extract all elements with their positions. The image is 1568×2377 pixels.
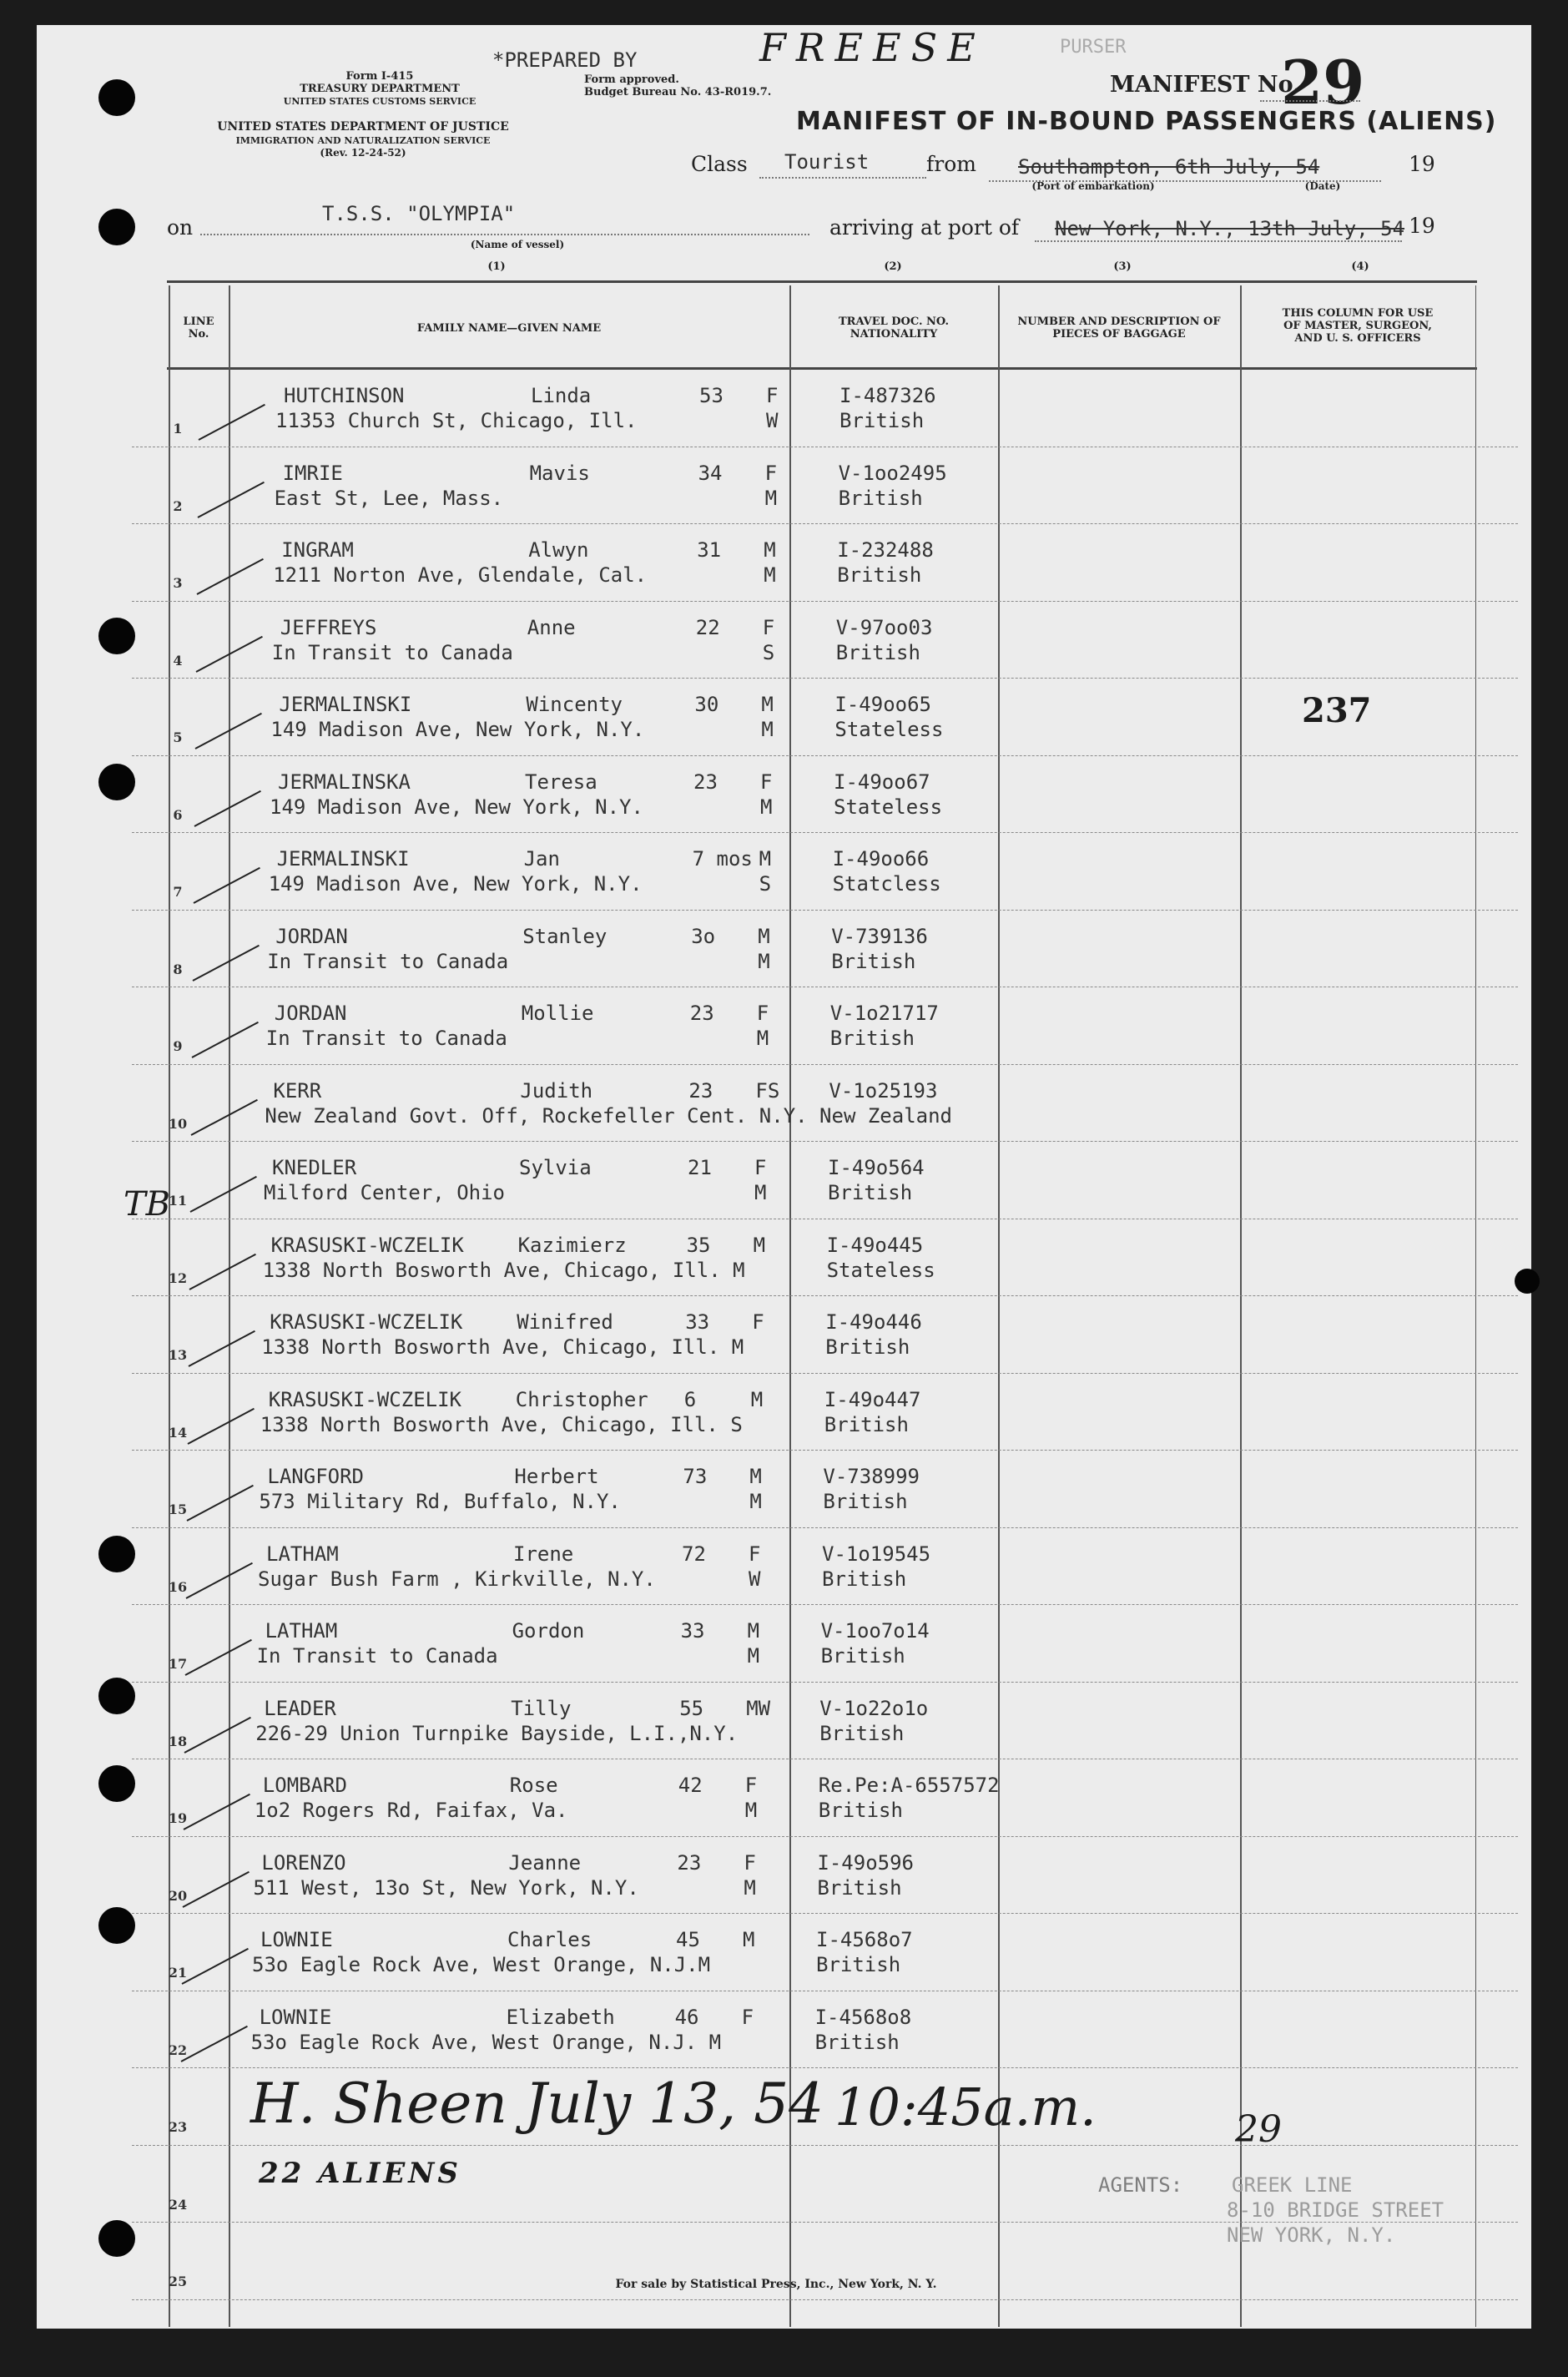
travel-doc-no: V-738999 (823, 1465, 920, 1488)
row-divider (132, 1527, 1518, 1528)
line-number: 9 (173, 1038, 183, 1054)
given-name: Linda (531, 384, 592, 407)
family-name: LATHAM (265, 1619, 338, 1643)
sex: F (752, 1310, 764, 1334)
travel-doc-no: I-49o446 (825, 1310, 922, 1334)
col-header-officers: THIS COLUMN FOR USE OF MASTER, SURGEON, AND U. S. OFFICERS (1282, 307, 1434, 345)
address: Sugar Bush Farm , Kirkville, N.Y. (258, 1567, 656, 1591)
nationality: Statcless (832, 872, 941, 896)
binder-hole (98, 79, 135, 116)
nationality: British (817, 1875, 902, 1900)
age: 23 (677, 1850, 702, 1875)
line-number: 4 (173, 652, 183, 669)
address: 1211 Norton Ave, Glendale, Cal. (273, 563, 648, 587)
given-name: Tilly (511, 1696, 572, 1720)
age: 21 (688, 1156, 712, 1179)
address: 1338 North Bosworth Ave, Chicago, Ill. M (262, 1258, 745, 1282)
manifest-no-label: MANIFEST No. (1110, 72, 1301, 98)
marital-status: M (764, 486, 778, 510)
page-mark-29: 29 (1235, 2108, 1282, 2151)
address: 11353 Church St, Chicago, Ill. (275, 409, 638, 432)
address: 149 Madison Ave, New York, N.Y. (268, 872, 643, 896)
row-divider (132, 1373, 1518, 1374)
manifest-title: MANIFEST OF IN-BOUND PASSENGERS (ALIENS) (796, 107, 1497, 136)
justice-dept: UNITED STATES DEPARTMENT OF JUSTICE (217, 120, 509, 134)
given-name: Christopher (515, 1387, 648, 1411)
marital-status: S (759, 872, 772, 896)
given-name: Anne (527, 615, 576, 639)
line-number: 8 (173, 961, 183, 977)
manifest-no-value: 29 (1281, 47, 1365, 118)
family-name: LOWNIE (259, 2005, 332, 2029)
sex: M (753, 1233, 766, 1257)
row-divider (132, 2145, 1518, 2146)
nationality: British (825, 1335, 910, 1359)
address: 1338 North Bosworth Ave, Chicago, Ill. M (261, 1335, 744, 1359)
age: 42 (678, 1774, 703, 1797)
row-divider (132, 2067, 1518, 2068)
marital-status: M (754, 1181, 767, 1204)
row-divider (132, 1295, 1518, 1296)
family-name: HUTCHINSON (284, 384, 405, 407)
budget-bureau: Budget Bureau No. 43-R019.7. (584, 86, 772, 98)
arrival-time: 10:45a.m. (834, 2077, 1097, 2137)
given-name: Irene (513, 1542, 574, 1566)
nationality: British (838, 486, 923, 510)
travel-doc-no: I-49oo65 (834, 693, 931, 716)
age: 55 (679, 1696, 704, 1720)
sex: F (756, 1002, 769, 1025)
vessel-name: T.S.S. "OLYMPIA" (322, 202, 516, 225)
family-name: LATHAM (266, 1542, 339, 1566)
nationality: British (828, 1181, 913, 1204)
sex: M (759, 847, 772, 871)
address: New Zealand Govt. Off, Rockefeller Cent. N.Y. New Zealand (265, 1103, 952, 1128)
row-divider (132, 2299, 1518, 2300)
binder-hole (98, 618, 135, 654)
travel-doc-no: V-1o25193 (829, 1078, 938, 1103)
arriving-value: New York, N.Y., 13th July, 54 (1055, 217, 1405, 240)
age: 3o (691, 924, 716, 948)
travel-doc-no: I-49o447 (824, 1387, 921, 1411)
line-number: 15 (168, 1501, 188, 1517)
year-prefix: 19 (1409, 152, 1435, 176)
age: 30 (694, 693, 719, 716)
colnum-1: (1) (487, 260, 506, 273)
nationality: Stateless (834, 718, 944, 741)
row-divider (132, 1913, 1518, 1914)
row-divider (132, 1450, 1518, 1451)
age: 35 (686, 1233, 711, 1257)
age: 7 mos (692, 847, 753, 871)
line-number: 19 (168, 1810, 188, 1826)
given-name: Charles (507, 1928, 592, 1951)
row-divider (132, 601, 1518, 602)
family-name: JERMALINSKI (276, 847, 410, 871)
age: 6 (683, 1387, 697, 1411)
travel-doc-no: I-49oo67 (834, 770, 930, 794)
given-name: Wincenty (526, 693, 623, 716)
line-number: 20 (168, 1887, 188, 1904)
binder-hole (1515, 1269, 1540, 1294)
address: 149 Madison Ave, New York, N.Y. (270, 718, 645, 741)
given-name: Sylvia (519, 1156, 592, 1179)
vessel-caption: (Name of vessel) (470, 239, 565, 250)
line-number: 18 (168, 1733, 188, 1749)
marital-status: M (758, 949, 770, 973)
sex: F (762, 615, 775, 639)
travel-doc-no: I-49o445 (826, 1233, 924, 1257)
prepared-by-name: FREESE (759, 25, 986, 70)
footer-printer: For sale by Statistical Press, Inc., New York, N. Y. (615, 2278, 937, 2291)
travel-doc-no: V-97oo03 (835, 615, 933, 639)
binder-hole (98, 209, 135, 245)
given-name: Elizabeth (506, 2005, 615, 2029)
sex: F (754, 1156, 767, 1179)
sex: MW (746, 1696, 771, 1720)
given-name: Mavis (529, 461, 590, 485)
sex: F (744, 1774, 758, 1797)
address: 53o Eagle Rock Ave, West Orange, N.J.M (252, 1953, 711, 1976)
agents-line-1: GREEK LINE (1232, 2173, 1353, 2197)
binder-hole (98, 1765, 135, 1802)
travel-doc-no: V-739136 (831, 924, 928, 948)
marital-status: M (761, 718, 774, 741)
address: 511 West, 13o St, New York, N.Y. (253, 1875, 639, 1900)
family-name: JERMALINSKA (278, 770, 411, 794)
family-name: JORDAN (275, 924, 348, 948)
manifest-page (37, 25, 1531, 2329)
given-name: Kazimierz (517, 1233, 627, 1257)
family-name: JEFFREYS (280, 615, 377, 639)
address: 1o2 Rogers Rd, Faifax, Va. (254, 1799, 568, 1822)
given-name: Jan (523, 847, 560, 871)
travel-doc-no: Re.Pe:A-6557572 (818, 1774, 1000, 1797)
travel-doc-no: I-49o596 (817, 1850, 914, 1875)
sex: F (766, 384, 779, 407)
family-name: KRASUSKI-WCZELIK (268, 1387, 461, 1411)
nationality: British (819, 1721, 905, 1745)
nationality: British (835, 640, 920, 664)
given-name: Judith (520, 1078, 593, 1103)
address: 226-29 Union Turnpike Bayside, L.I.,N.Y. (255, 1721, 739, 1745)
address: In Transit to Canada (267, 949, 509, 973)
row-divider (132, 832, 1518, 833)
address: 1338 North Bosworth Ave, Chicago, Ill. S (260, 1412, 743, 1436)
line-number: 6 (173, 806, 183, 823)
marital-status: M (756, 1027, 769, 1050)
age: 34 (698, 461, 723, 485)
age: 33 (685, 1310, 710, 1334)
travel-doc-no: I-232488 (837, 538, 934, 562)
family-name: KRASUSKI-WCZELIK (270, 1310, 463, 1334)
line-number: 12 (168, 1269, 188, 1286)
sex: F (741, 2005, 754, 2029)
line-number: 10 (168, 1115, 188, 1132)
line-number: 5 (173, 729, 183, 745)
line-number: 24 (168, 2196, 188, 2213)
address: 53o Eagle Rock Ave, West Orange, N.J. M (250, 2030, 722, 2054)
given-name: Winifred (517, 1310, 613, 1334)
date-caption: (Date) (1304, 180, 1341, 192)
line-number: 3 (173, 575, 183, 591)
marital-status: M (760, 795, 773, 819)
given-name: Mollie (521, 1002, 594, 1025)
year-prefix-2: 19 (1409, 214, 1435, 238)
row-divider (132, 1141, 1518, 1142)
col-header-name: FAMILY NAME—GIVEN NAME (416, 322, 602, 335)
travel-doc-no: I-487326 (839, 384, 936, 407)
marital-status: M (764, 563, 776, 587)
col-header-travel-doc: TRAVEL DOC. NO. NATIONALITY (838, 315, 950, 341)
marital-status: W (766, 409, 779, 432)
sex: M (743, 1928, 755, 1951)
form-number: Form I-415 (345, 70, 414, 83)
given-name: Herbert (514, 1465, 599, 1488)
class-label: Class (691, 152, 748, 176)
nationality: British (816, 1953, 901, 1976)
margin-mark: TB (124, 1185, 171, 1224)
nationality: Stateless (834, 795, 943, 819)
travel-doc-no: V-1o19545 (822, 1542, 931, 1566)
family-name: KNEDLER (272, 1156, 357, 1179)
travel-doc-no: I-49oo66 (832, 847, 930, 871)
line-number: 21 (168, 1965, 188, 1981)
nationality: British (820, 1644, 905, 1668)
given-name: Alwyn (528, 538, 589, 562)
purser-label: PURSER (1060, 37, 1127, 58)
given-name: Jeanne (508, 1850, 582, 1875)
age: 53 (699, 384, 723, 407)
family-name: LOMBARD (262, 1774, 347, 1797)
row-divider (132, 523, 1518, 524)
ins-service: IMMIGRATION AND NATURALIZATION SERVICE (235, 135, 491, 146)
binder-hole (98, 2220, 135, 2257)
nationality: British (822, 1567, 907, 1591)
row-divider (132, 2222, 1518, 2223)
age: 45 (676, 1928, 700, 1951)
nationality: British (839, 409, 925, 432)
row-divider (132, 1836, 1518, 1837)
address: In Transit to Canada (271, 640, 513, 664)
signature: H. Sheen July 13, 54 (250, 2072, 824, 2136)
sex: M (747, 1619, 760, 1643)
address: In Transit to Canada (265, 1027, 507, 1050)
line-number: 23 (168, 2119, 188, 2135)
nationality: British (831, 949, 916, 973)
given-name: Rose (509, 1774, 558, 1797)
age: 72 (682, 1542, 706, 1566)
age: 73 (683, 1465, 708, 1488)
marital-status: M (749, 1490, 762, 1513)
row-divider (132, 910, 1518, 911)
treasury-dept: TREASURY DEPARTMENT (300, 83, 460, 95)
colnum-3: (3) (1113, 260, 1132, 273)
row-divider (132, 678, 1518, 679)
prepared-by-label: *PREPARED BY (492, 48, 638, 72)
travel-doc-no: V-1oo7o14 (820, 1619, 930, 1643)
family-name: LANGFORD (267, 1465, 364, 1488)
form-revision: (Rev. 12-24-52) (320, 147, 406, 159)
travel-doc-no: V-1oo2495 (838, 461, 947, 485)
marital-status: M (747, 1644, 760, 1668)
given-name: Stanley (522, 924, 608, 948)
row-divider (132, 1604, 1518, 1605)
nationality: British (837, 563, 922, 587)
family-name: INGRAM (281, 538, 354, 562)
age: 33 (680, 1619, 705, 1643)
row-divider (132, 1682, 1518, 1683)
age: 23 (688, 1078, 713, 1103)
marital-status: W (749, 1567, 761, 1591)
sex: F (764, 461, 778, 485)
age: 31 (697, 538, 722, 562)
line-number: 25 (168, 2274, 188, 2289)
sex: F (744, 1850, 756, 1875)
travel-doc-no: I-4568o8 (814, 2005, 912, 2029)
travel-doc-no: V-1o21717 (829, 1002, 939, 1025)
family-name: IMRIE (282, 461, 343, 485)
class-value: Tourist (784, 150, 870, 174)
family-name: JERMALINSKI (279, 693, 412, 716)
address: East St, Lee, Mass. (274, 486, 504, 510)
nationality: British (823, 1490, 908, 1513)
nationality: British (829, 1027, 915, 1050)
address: Milford Center, Ohio (264, 1181, 505, 1204)
col-header-line-no: LINE No. (183, 315, 214, 341)
address: In Transit to Canada (256, 1644, 498, 1668)
nationality: Stateless (826, 1258, 935, 1282)
age: 23 (689, 1002, 714, 1025)
line-number: 14 (168, 1424, 188, 1441)
marital-status: M (744, 1875, 756, 1900)
from-value: Southampton, 6th July, 54 (1018, 155, 1320, 179)
line-number: 22 (168, 2041, 188, 2058)
sex: FS (755, 1078, 780, 1103)
sex: F (760, 770, 773, 794)
given-name: Teresa (525, 770, 597, 794)
from-label: from (926, 152, 976, 176)
row-divider (132, 1064, 1518, 1065)
age: 22 (695, 615, 720, 639)
arriving-label: arriving at port of (829, 215, 1020, 240)
agents-line-2: 8-10 BRIDGE STREET (1227, 2198, 1444, 2222)
family-name: LORENZO (261, 1850, 346, 1875)
family-name: KRASUSKI-WCZELIK (270, 1233, 464, 1257)
line-number: 13 (168, 1347, 188, 1363)
sex: M (758, 924, 770, 948)
nationality: British (814, 2030, 900, 2054)
line-number: 7 (173, 884, 183, 900)
binder-hole (98, 1678, 135, 1714)
nationality: British (824, 1412, 909, 1436)
marital-status: S (762, 640, 775, 664)
form-approved: Form approved. (584, 73, 679, 86)
col-header-baggage: NUMBER AND DESCRIPTION OF PIECES OF BAGGAGE (1017, 315, 1221, 341)
line-number: 17 (168, 1656, 188, 1672)
sex: M (764, 538, 776, 562)
line-number: 16 (168, 1578, 188, 1595)
sex: M (761, 693, 774, 716)
binder-hole (98, 764, 135, 800)
colnum-4: (4) (1351, 260, 1369, 273)
age: 23 (693, 770, 718, 794)
customs-service: UNITED STATES CUSTOMS SERVICE (283, 96, 476, 107)
binder-hole (98, 1536, 135, 1572)
port-embark-caption: (Port of embarkation) (1031, 180, 1155, 192)
address: 149 Madison Ave, New York, N.Y. (270, 795, 643, 819)
sex: M (750, 1387, 764, 1411)
officer-mark: 237 (1302, 691, 1372, 730)
line-number: 1 (173, 421, 183, 437)
family-name: JORDAN (274, 1002, 347, 1025)
travel-doc-no: I-4568o7 (816, 1928, 913, 1951)
family-name: LOWNIE (260, 1928, 333, 1951)
binder-hole (98, 1907, 135, 1944)
colnum-2: (2) (884, 260, 902, 273)
aliens-count: 22 ALIENS (259, 2157, 461, 2190)
marital-status: M (744, 1799, 758, 1822)
on-label: on (167, 215, 194, 240)
travel-doc-no: I-49o564 (828, 1156, 925, 1179)
sex: F (749, 1542, 761, 1566)
family-name: KERR (273, 1078, 322, 1103)
travel-doc-no: V-1o22o1o (819, 1696, 929, 1720)
line-number: 11 (168, 1193, 188, 1209)
line-number: 2 (173, 497, 183, 514)
sex: M (749, 1465, 762, 1488)
row-divider (132, 755, 1518, 756)
family-name: LEADER (264, 1696, 336, 1720)
agents-line-3: NEW YORK, N.Y. (1227, 2223, 1396, 2247)
age: 46 (674, 2005, 699, 2029)
address: 573 Military Rd, Buffalo, N.Y. (259, 1490, 621, 1513)
given-name: Gordon (512, 1619, 585, 1643)
agents-label: AGENTS: (1098, 2173, 1183, 2197)
nationality: British (818, 1799, 903, 1822)
